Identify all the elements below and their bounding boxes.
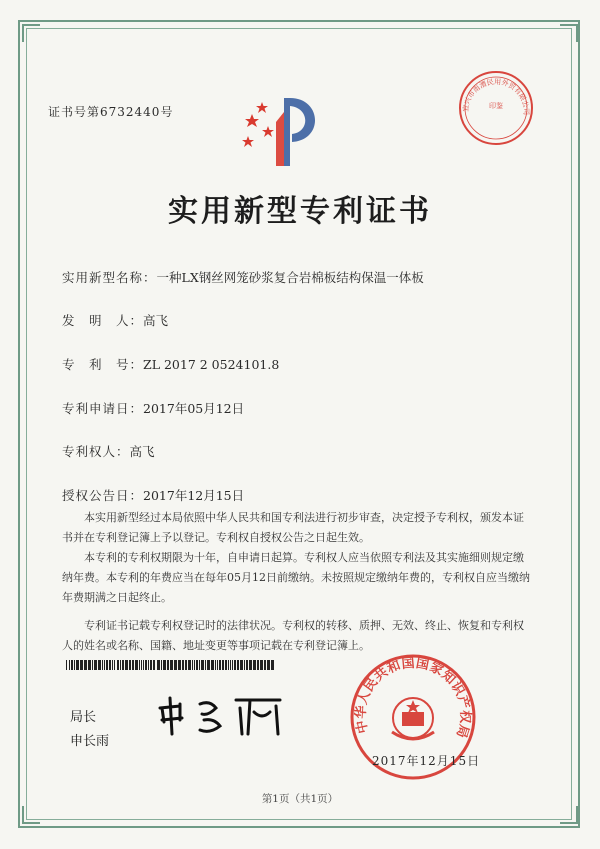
certificate-title: 实用新型专利证书 [168, 194, 432, 229]
handwritten-signature [150, 690, 290, 740]
field-value: 2017年12月15日 [143, 488, 245, 503]
svg-text:印鉴: 印鉴 [489, 102, 503, 110]
corner-ornament [22, 806, 40, 824]
signature-title: 局长 [70, 710, 97, 725]
signature-name: 申长雨 [70, 734, 110, 749]
body-paragraph: 专利证书记载专利权登记时的法律状况。专利权的转移、质押、无效、终止、恢复和专利权人的姓名或名称、国籍、地址变更等事项记载在专利登记簿上。 [62, 619, 524, 652]
page-number: 第1页（共1页） [261, 793, 339, 805]
corner-ornament [560, 806, 578, 824]
field-label: 实用新型名称： [62, 270, 157, 285]
field-value: 2017年05月12日 [143, 401, 245, 416]
publication-date-field [62, 486, 244, 504]
corner-ornament [22, 24, 40, 42]
field-value: 高飞 [143, 313, 169, 328]
patent-office-logo-icon [240, 92, 330, 172]
grant-date: 2017年12月15日 [372, 754, 481, 768]
field-value: ZL 2017 2 0524101.8 [143, 357, 280, 372]
inventor-field [62, 311, 168, 329]
seal-text: 中华人民共和国国家知识产权局 [353, 655, 473, 741]
svg-text:宜兴市南漕民用外贸有限公司: 宜兴市南漕民用外贸有限公司 [461, 77, 531, 116]
barcode-icon [66, 660, 276, 670]
company-seal-icon [456, 68, 536, 148]
field-value: 一种LX钢丝网笼砂浆复合岩棉板结构保温一体板 [156, 270, 424, 285]
patentee-field [62, 442, 155, 460]
field-value: 高飞 [129, 444, 155, 459]
certificate-body [62, 508, 532, 656]
patent-number-field [62, 355, 279, 373]
field-label: 发 明 人： [62, 313, 144, 328]
body-paragraph: 本专利的专利权期限为十年，自申请日起算。专利权人应当依照专利法及其实施细则规定缴纳年费。本专利的年费应当在每年05月12日前缴纳。未按照规定缴纳年费的，专利权自应当缴纳年费期满之日起终止。 [62, 551, 530, 604]
certificate-number: 证书号第6732440号 [48, 105, 174, 119]
field-label: 专利权人： [62, 444, 130, 459]
application-date-field [62, 399, 244, 417]
field-label: 专 利 号： [62, 357, 144, 372]
utility-model-name-field [62, 268, 424, 286]
field-label: 专利申请日： [62, 401, 144, 416]
field-label: 授权公告日： [62, 488, 144, 503]
body-paragraph: 本实用新型经过本局依照中华人民共和国专利法进行初步审查，决定授予专利权，颁发本证书并在专利登记簿上予以登记。专利权自授权公告之日起生效。 [62, 511, 524, 544]
corner-ornament [560, 24, 578, 42]
